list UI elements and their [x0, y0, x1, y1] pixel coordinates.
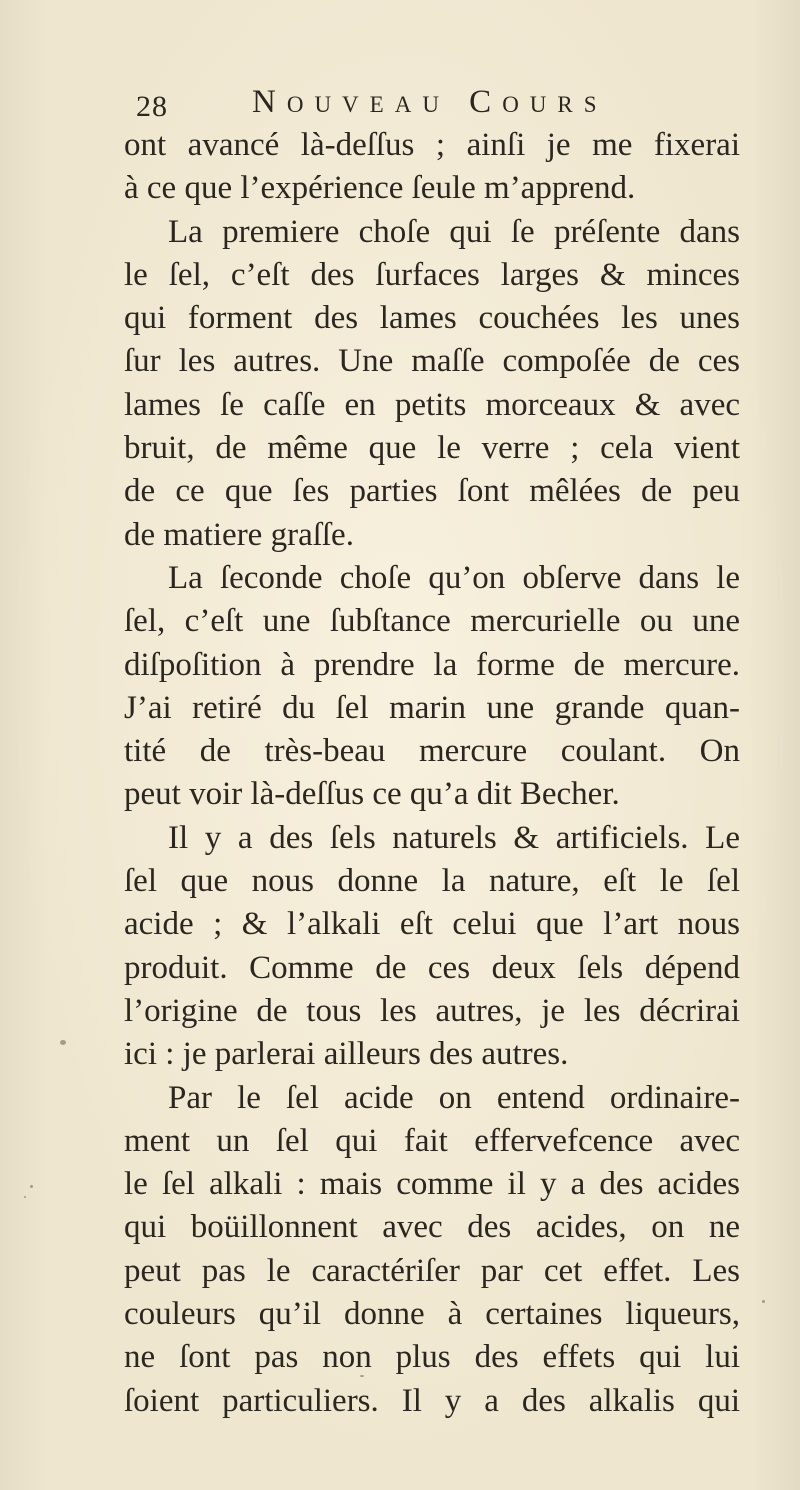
running-head: Nouveau Cours	[252, 84, 608, 120]
text-line: l’origine de tous les autres, je les décrirai	[124, 992, 740, 1029]
text-line: ne ſont pas non plus des effets qui lui	[124, 1339, 740, 1376]
text-line: peut pas le caractériſer par cet effet. Les	[124, 1252, 740, 1289]
text-line: produit. Comme de ces deux ſels dépend	[124, 949, 740, 986]
text-line: couleurs qu’il donne à certaines liqueurs,	[124, 1296, 740, 1333]
paragraph-start-line: La premiere choſe qui ſe préſente dans	[168, 213, 740, 250]
paper-speck	[360, 1375, 364, 1377]
paper-speck	[30, 1185, 33, 1188]
text-line: ont avancé là-deſſus ; ainſi je me fixerai	[124, 127, 740, 163]
text-line: à ce que l’expérience ſeule m’apprend.	[124, 170, 636, 207]
text-line: ſoient particuliers. Il y a des alkalis qui	[124, 1382, 740, 1419]
text-line: qui forment des lames couchées les unes	[124, 300, 740, 337]
text-line: ſur les autres. Une maſſe compoſée de ces	[124, 343, 740, 380]
text-line: ſel, c’eſt une ſubſtance mercurielle ou une	[124, 603, 740, 640]
paragraph-start-line: Par le ſel acide on entend ordinaire-	[168, 1079, 740, 1116]
text-line: J’ai retiré du ſel marin une grande quan-	[124, 689, 740, 726]
text-line: diſpoſition à prendre la forme de mercure.	[124, 646, 740, 683]
text-line: bruit, de même que le verre ; cela vient	[124, 430, 740, 467]
paper-speck	[762, 1300, 765, 1303]
text-line: de matiere graſſe.	[124, 516, 354, 553]
paragraph-start-line: La ſeconde choſe qu’on obſerve dans le	[168, 559, 740, 596]
text-line: peut voir là-deſſus ce qu’a dit Becher.	[124, 776, 620, 813]
text-line: lames ſe caſſe en petits morceaux & avec	[124, 386, 740, 423]
paragraph-start-line: Il y a des ſels naturels & artificiels. Le	[168, 819, 740, 856]
text-line: tité de très-beau mercure coulant. On	[124, 733, 740, 770]
text-line: de ce que ſes parties ſont mêlées de peu	[124, 473, 740, 510]
body-text	[124, 124, 740, 1423]
paper-speck	[24, 1196, 26, 1198]
text-line: acide ; & l’alkali eſt celui que l’art nous	[124, 906, 740, 943]
page-number: 28	[136, 90, 168, 123]
text-line: le ſel alkali : mais comme il y a des acides	[124, 1166, 740, 1203]
text-line: ment un ſel qui fait effervefcence avec	[124, 1122, 740, 1159]
text-line: le ſel, c’eſt des ſurfaces larges & minces	[124, 256, 740, 293]
paper-speck	[60, 1040, 66, 1045]
text-line: ici : je parlerai ailleurs des autres.	[124, 1036, 569, 1073]
text-line: ſel que nous donne la nature, eſt le ſel	[124, 863, 740, 900]
text-line: qui boüillonnent avec des acides, on ne	[124, 1209, 740, 1246]
